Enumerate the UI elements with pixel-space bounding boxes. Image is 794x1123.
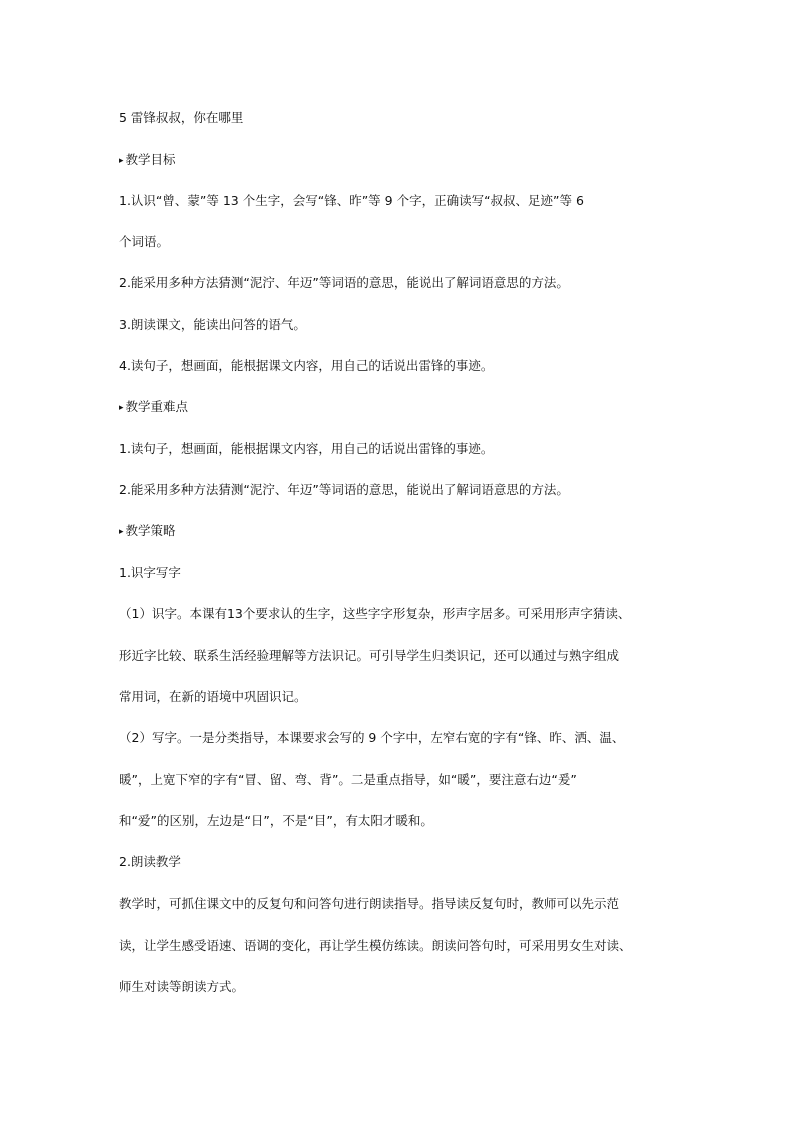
paragraph-line: 形近字比较、联系生活经验理解等方法识记。可引导学生归类识记，还可以通过与熟字组成 [119,648,620,663]
paragraph-line: 暖”，上宽下窄的字有“冒、留、弯、背”。二是重点指导，如“暖”，要注意右边“爰” [119,772,577,787]
paragraph-line: 2.朗读教学 [119,854,181,869]
paragraph-line: 2.能采用多种方法猜测“泥泞、年迈”等词语的意思，能说出了解词语意思的方法。 [119,275,569,290]
heading-text: 教学目标 [125,152,176,167]
paragraph-line: 1.识字写字 [119,565,181,580]
paragraph-line: 师生对读等朗读方式。 [119,979,245,994]
section-heading-key-points [119,398,188,417]
paragraph-line: 4.读句子，想画面，能根据课文内容，用自己的话说出雷锋的事迹。 [119,358,494,373]
lesson-title: 5 雷锋叔叔，你在哪里 [119,110,244,125]
triangle-bullet-icon: ▸ [119,156,124,166]
section-heading-goals [119,151,176,170]
paragraph-line: 1.读句子，想画面，能根据课文内容，用自己的话说出雷锋的事迹。 [119,441,494,456]
paragraph-line: 个词语。 [119,234,170,249]
paragraph-line: 读，让学生感受语速、语调的变化，再让学生模仿练读。朗读问答句时，可采用男女生对读、 [119,938,632,953]
section-heading-strategy [119,522,176,541]
paragraph-line: （1）识字。本课有13个要求认的生字，这些字字形复杂，形声字居多。可采用形声字猜读、 [119,606,631,621]
paragraph-line: 教学时，可抓住课文中的反复句和问答句进行朗读指导。指导读反复句时，教师可以先示范 [119,896,620,911]
heading-text: 教学重难点 [125,399,189,414]
paragraph-line: 和“爱”的区别，左边是“日”，不是“目”，有太阳才暖和。 [119,813,433,828]
triangle-bullet-icon: ▸ [119,527,124,537]
paragraph-line: 3.朗读课文，能读出问答的语气。 [119,317,306,332]
paragraph-line: 常用词，在新的语境中巩固识记。 [119,689,307,704]
paragraph-line: 2.能采用多种方法猜测“泥泞、年迈”等词语的意思，能说出了解词语意思的方法。 [119,482,569,497]
paragraph-line: （2）写字。一是分类指导，本课要求会写的 9 个字中，左窄右宽的字有“锋、昨、洒、温、 [119,730,625,745]
triangle-bullet-icon: ▸ [119,403,124,413]
heading-text: 教学策略 [125,523,176,538]
paragraph-line: 1.认识“曾、蒙”等 13 个生字，会写“锋、昨”等 9 个字，正确读写“叔叔、足迹”等 6 [119,193,584,208]
